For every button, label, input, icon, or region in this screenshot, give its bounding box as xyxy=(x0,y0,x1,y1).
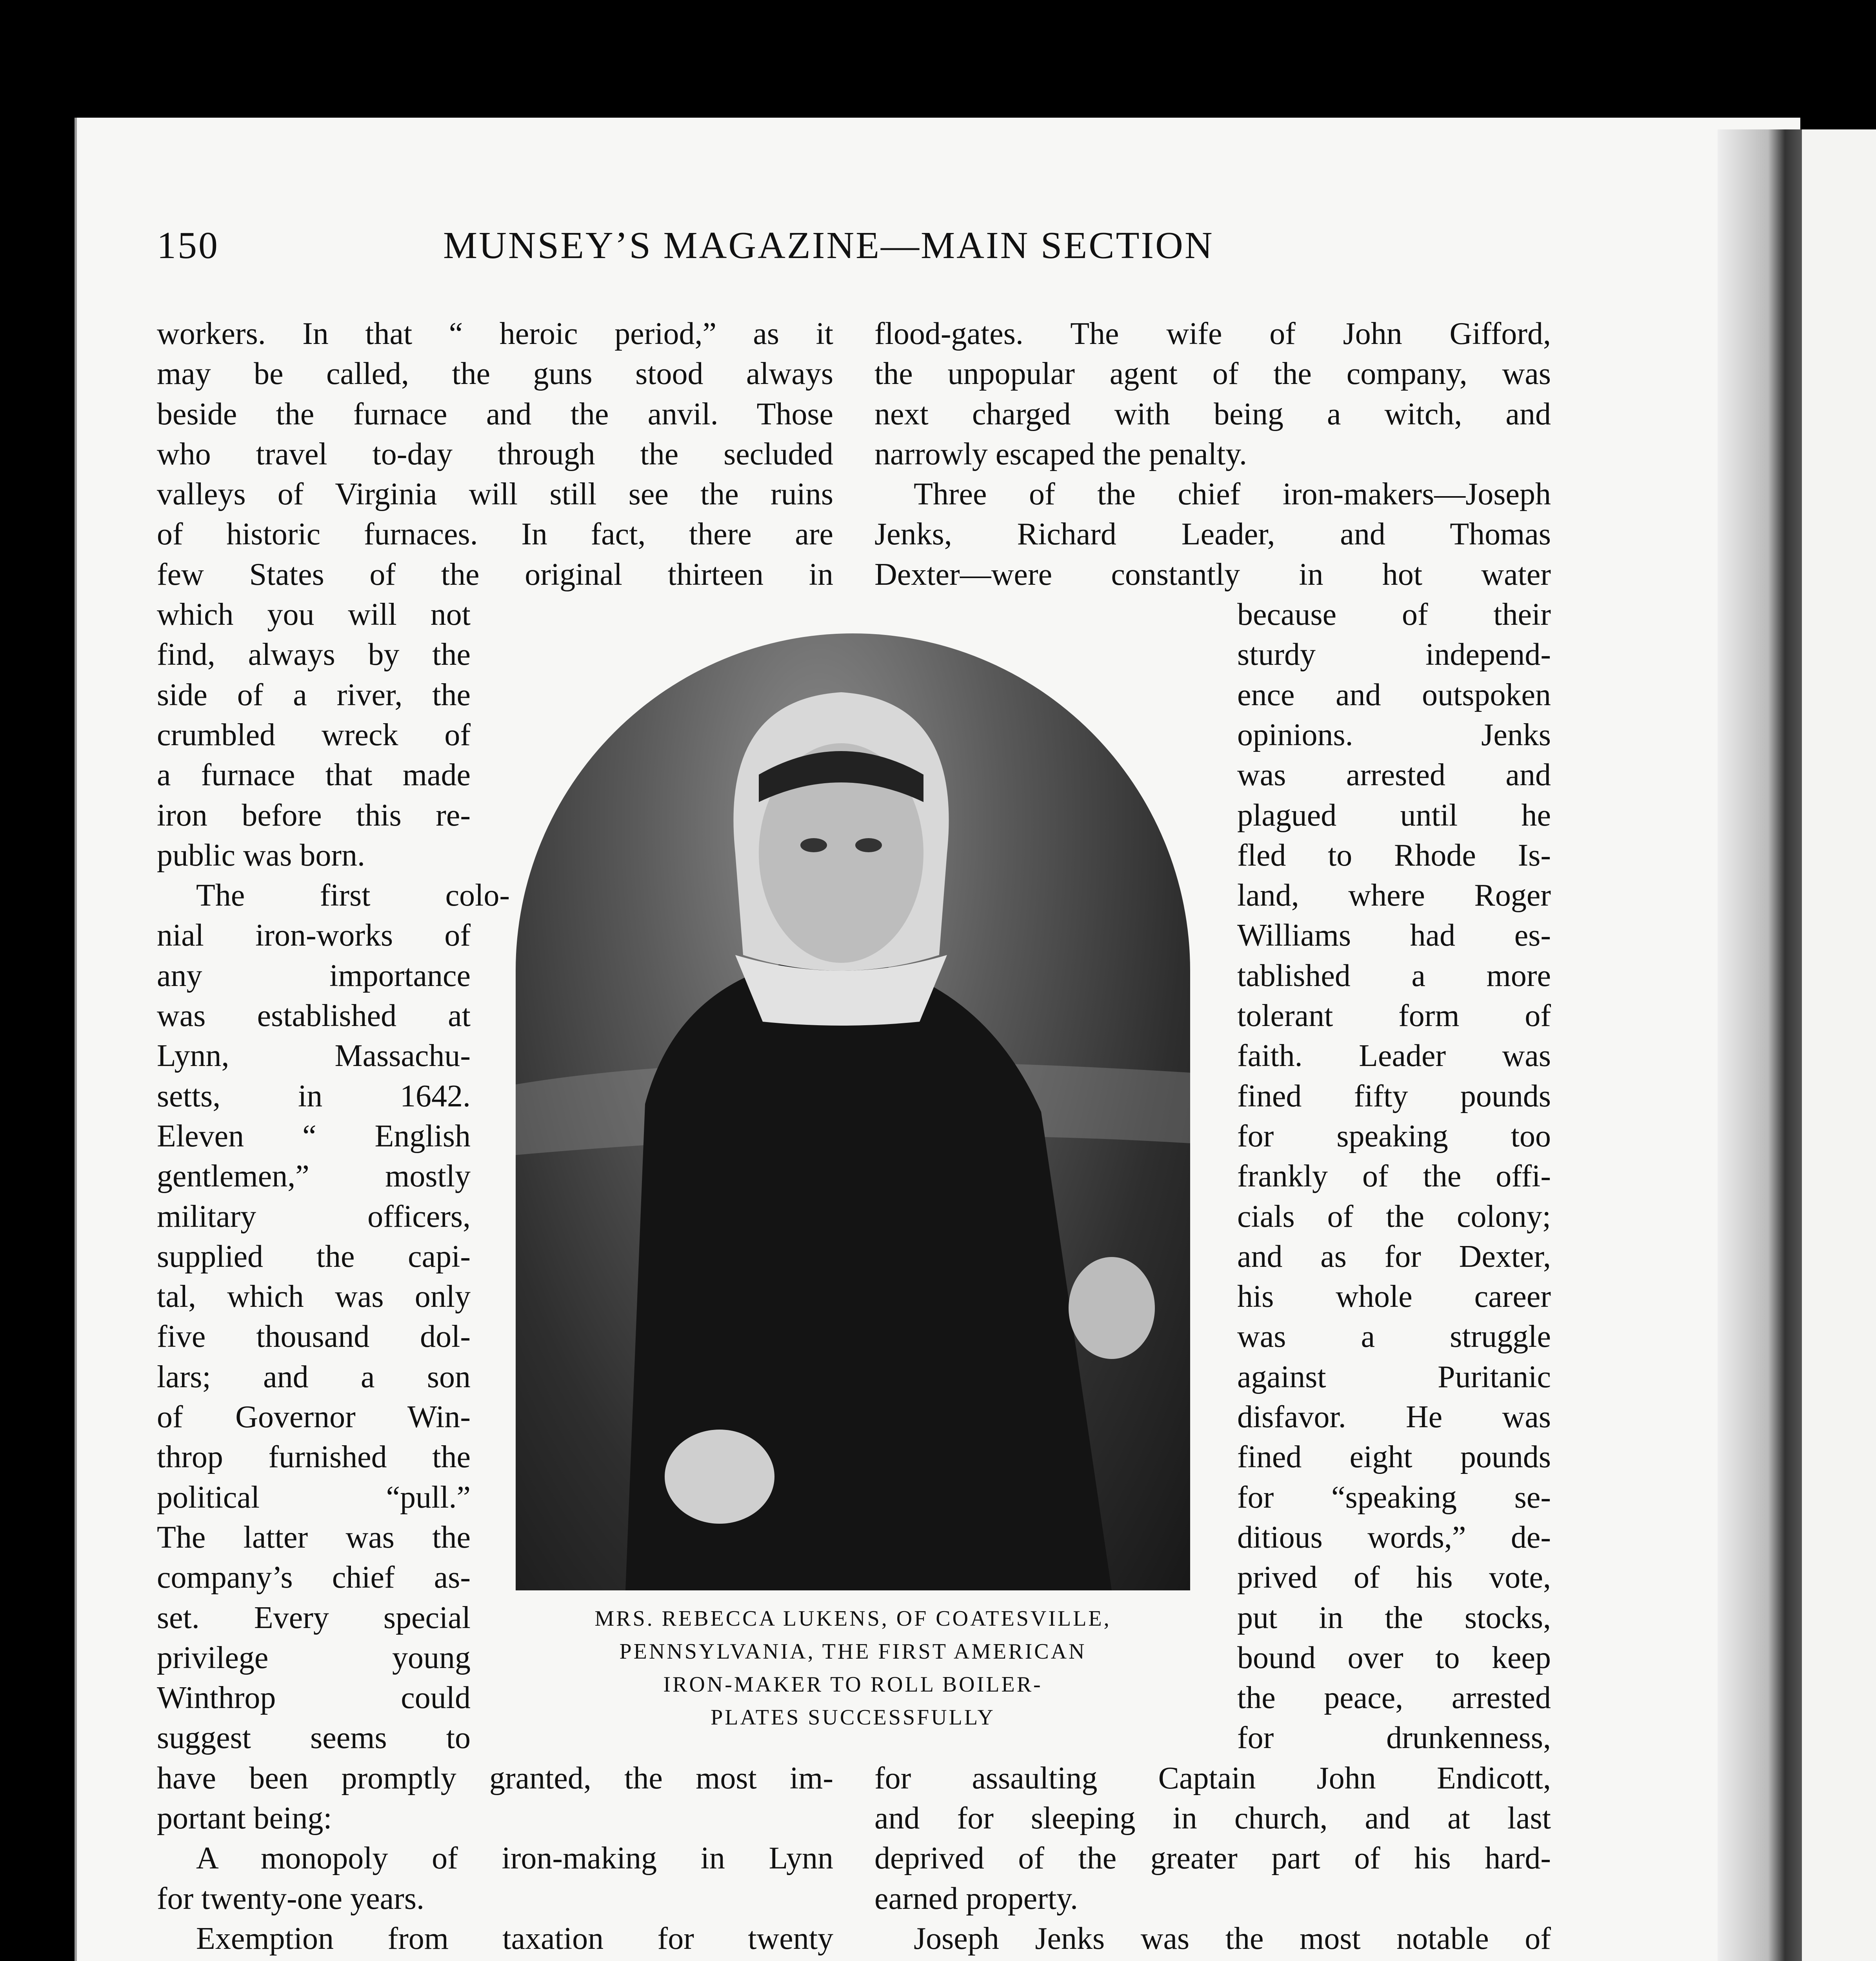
text-line: public was born. xyxy=(157,838,365,873)
text-line: the peace, arrested xyxy=(1237,1681,1551,1715)
text-line: fled to Rhode Is- xyxy=(1237,838,1551,873)
text-line: opinions. Jenks xyxy=(1237,717,1551,752)
text-line: setts, in 1642. xyxy=(157,1079,471,1113)
caption-line: PLATES SUCCESSFULLY xyxy=(711,1705,995,1730)
text-line: may be called, the guns stood always xyxy=(157,357,833,391)
text-line: The latter was the xyxy=(157,1520,471,1555)
text-line: iron before this re- xyxy=(157,798,471,833)
text-line: land, where Roger xyxy=(1237,878,1551,913)
text-line: supplied the capi- xyxy=(157,1239,471,1274)
facing-page-edge xyxy=(1802,129,1876,1961)
text-line xyxy=(874,1959,1551,1961)
text-line: throp furnished the xyxy=(157,1440,471,1475)
text-line: flood-gates. The wife of John Gifford, xyxy=(874,317,1551,351)
text-line: few States of the original thirteen in xyxy=(157,557,833,592)
text-line: and for sleeping in church, and at last xyxy=(874,1801,1551,1835)
text-line: valleys of Virginia will still see the ruins xyxy=(157,477,833,512)
text-line: put in the stocks, xyxy=(1237,1600,1551,1635)
text-line: of Governor Win- xyxy=(157,1400,471,1435)
caption-line: PENNSYLVANIA, THE FIRST AMERICAN xyxy=(619,1639,1087,1664)
text-line: political “pull.” xyxy=(157,1480,471,1515)
text-line: for drunkenness, xyxy=(1237,1721,1551,1755)
running-title: MUNSEY’S MAGAZINE—MAIN SECTION xyxy=(443,224,1214,267)
text-line: narrowly escaped the penalty. xyxy=(874,437,1247,471)
text-line: Dexter—were constantly in hot water xyxy=(874,557,1551,592)
text-line: who travel to-day through the secluded xyxy=(157,437,833,471)
text-line: gentlemen,” mostly xyxy=(157,1159,471,1194)
text-line: Eleven “ English xyxy=(157,1119,471,1153)
text-line: Three of the chief iron-makers—Joseph xyxy=(914,477,1551,512)
text-line: A monopoly of iron-making in Lynn xyxy=(196,1841,833,1876)
text-line: which you will not xyxy=(157,597,471,632)
text-line: was arrested and xyxy=(1237,758,1551,793)
page-gutter xyxy=(1718,129,1802,1961)
text-line: have been promptly granted, the most im- xyxy=(157,1761,833,1795)
text-line: portant being: xyxy=(157,1801,332,1835)
text-line: disfavor. He was xyxy=(1237,1400,1551,1435)
text-line: company’s chief as- xyxy=(157,1560,471,1595)
text-line: next charged with being a witch, and xyxy=(874,397,1551,431)
text-line: find, always by the xyxy=(157,637,471,672)
text-line: prived of his vote, xyxy=(1237,1560,1551,1595)
text-line: for speaking too xyxy=(1237,1119,1551,1153)
text-line: because of their xyxy=(1237,597,1551,632)
text-line: the unpopular agent of the company, was xyxy=(874,357,1551,391)
caption-line: IRON-MAKER TO ROLL BOILER- xyxy=(663,1672,1043,1697)
text-line: cials of the colony; xyxy=(1237,1199,1551,1234)
text-line: for assaulting Captain John Endicott, xyxy=(874,1761,1551,1795)
text-line: for “speaking se- xyxy=(1237,1480,1551,1515)
text-line: ence and outspoken xyxy=(1237,677,1551,712)
text-line: fined fifty pounds xyxy=(1237,1079,1551,1113)
portrait-figure xyxy=(516,633,1190,1590)
text-line: beside the furnace and the anvil. Those xyxy=(157,397,833,431)
text-line: bound over to keep xyxy=(1237,1640,1551,1675)
text-line: tolerant form of xyxy=(1237,999,1551,1033)
text-line: Lynn, Massachu- xyxy=(157,1039,471,1073)
text-line: Winthrop could xyxy=(157,1681,471,1715)
text-line: against Puritanic xyxy=(1237,1359,1551,1394)
text-line: military officers, xyxy=(157,1199,471,1234)
text-line: plagued until he xyxy=(1237,798,1551,833)
text-line: was established at xyxy=(157,999,471,1033)
text-line: sturdy independ- xyxy=(1237,637,1551,672)
text-line: deprived of the greater part of his hard- xyxy=(874,1841,1551,1876)
text-line: nial iron-works of xyxy=(157,918,471,953)
text-line: ditious words,” de- xyxy=(1237,1520,1551,1555)
text-line: set. Every special xyxy=(157,1600,471,1635)
text-line: Exemption from taxation for twenty xyxy=(196,1921,833,1956)
text-line: and as for Dexter, xyxy=(1237,1239,1551,1274)
text-line: five thousand dol- xyxy=(157,1319,471,1354)
text-line: frankly of the offi- xyxy=(1237,1159,1551,1194)
text-line: earned property. xyxy=(874,1881,1078,1916)
caption-line: MRS. REBECCA LUKENS, OF COATESVILLE, xyxy=(594,1606,1111,1631)
text-line xyxy=(157,1959,833,1961)
text-line: his whole career xyxy=(1237,1279,1551,1314)
text-line: tal, which was only xyxy=(157,1279,471,1314)
text-line: Jenks, Richard Leader, and Thomas xyxy=(874,517,1551,552)
text-line: tablished a more xyxy=(1237,958,1551,993)
text-line: a furnace that made xyxy=(157,758,471,793)
text-line: Williams had es- xyxy=(1237,918,1551,953)
text-line: The first colo- xyxy=(196,878,510,913)
text-line: Joseph Jenks was the most notable of xyxy=(914,1921,1551,1956)
text-line: any importance xyxy=(157,958,471,993)
text-line: for twenty-one years. xyxy=(157,1881,424,1916)
photo-caption xyxy=(522,1602,1184,1734)
page-number: 150 xyxy=(157,224,219,267)
text-line: of historic furnaces. In fact, there are xyxy=(157,517,833,552)
text-line: crumbled wreck of xyxy=(157,717,471,752)
text-line: faith. Leader was xyxy=(1237,1039,1551,1073)
text-line: was a struggle xyxy=(1237,1319,1551,1354)
text-line: privilege young xyxy=(157,1640,471,1675)
text-line: fined eight pounds xyxy=(1237,1440,1551,1475)
text-line: side of a river, the xyxy=(157,677,471,712)
text-line: workers. In that “ heroic period,” as it xyxy=(157,317,833,351)
portrait-photo xyxy=(516,633,1190,1590)
text-line: suggest seems to xyxy=(157,1721,471,1755)
text-line: lars; and a son xyxy=(157,1359,471,1394)
